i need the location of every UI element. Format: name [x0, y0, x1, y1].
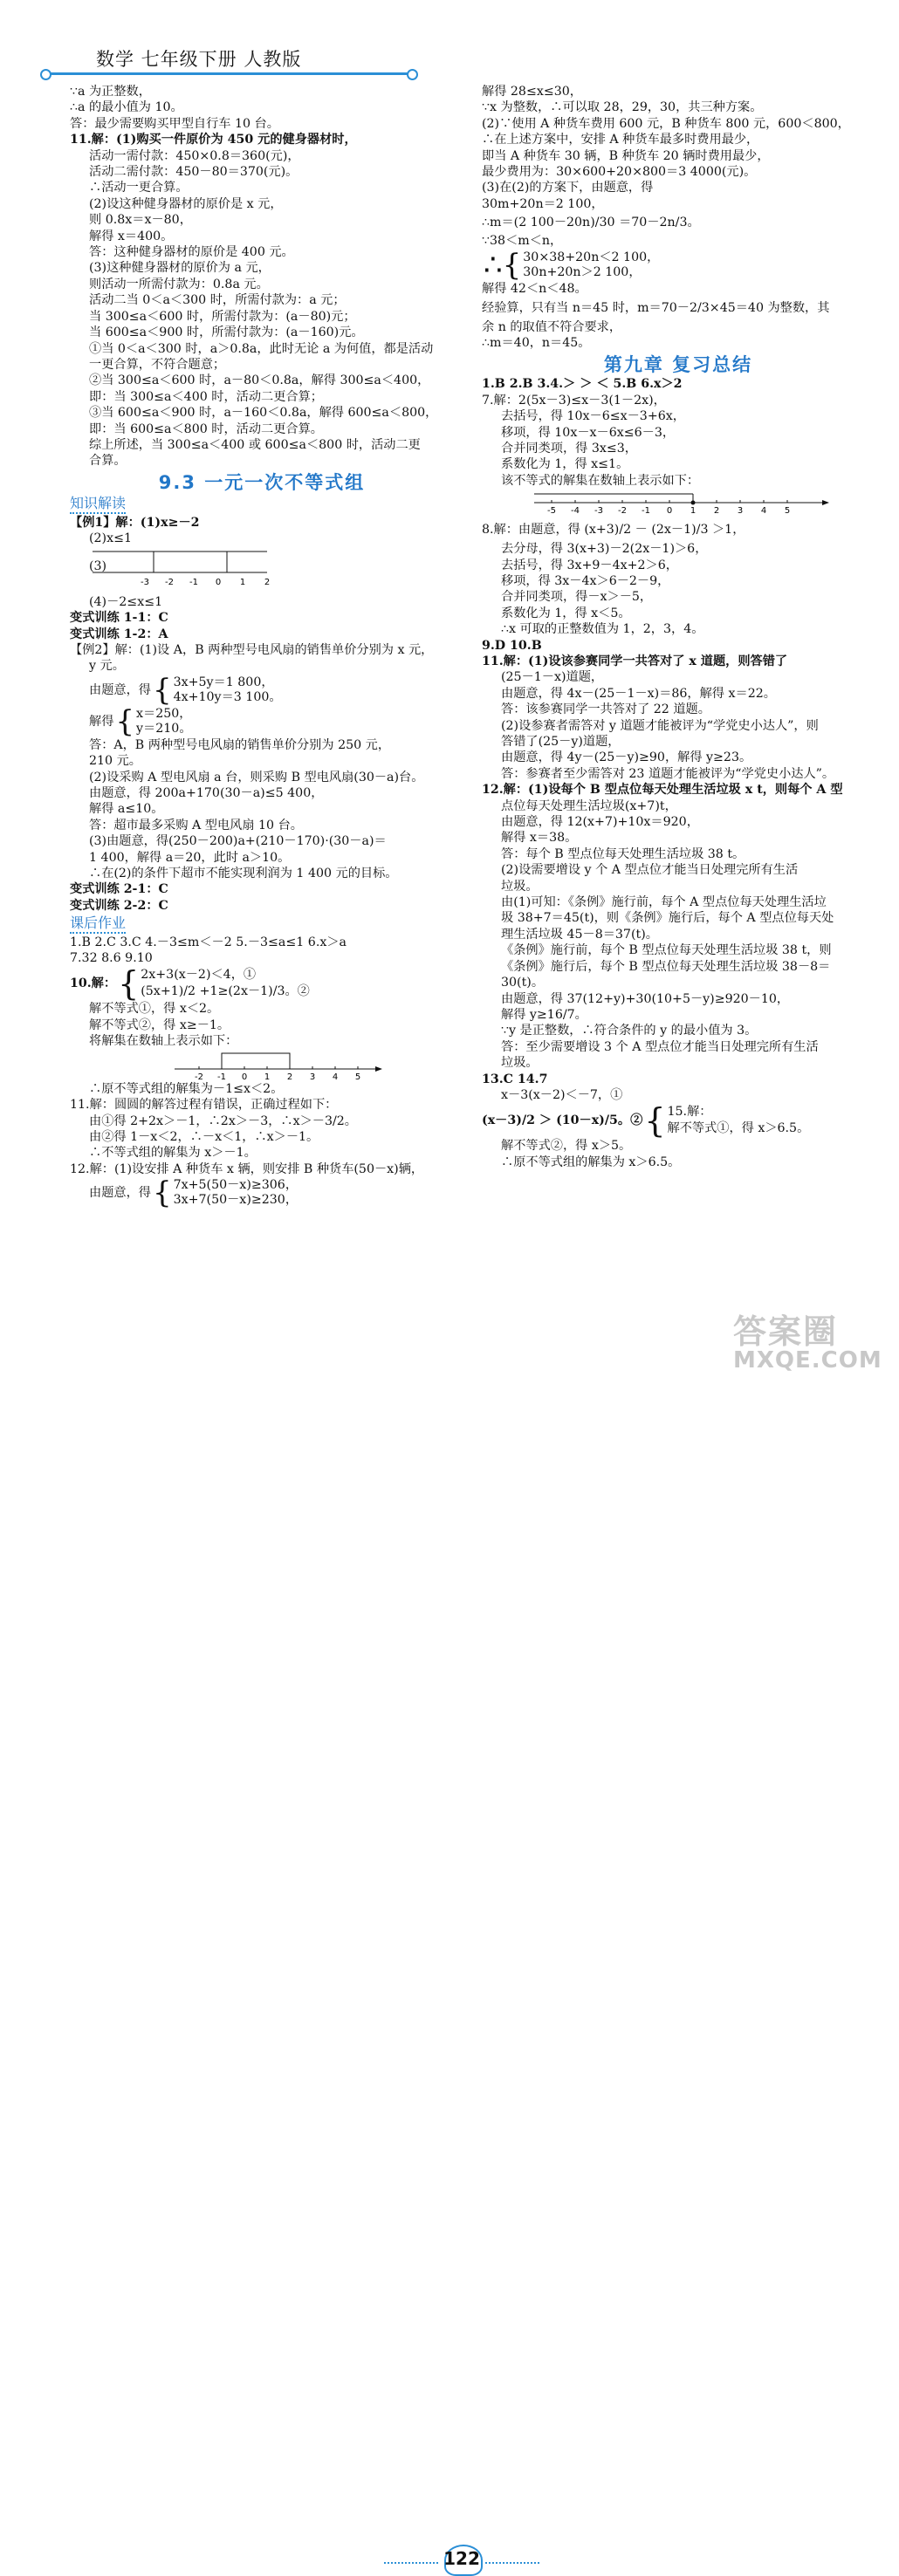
example-block	[70, 515, 454, 915]
text-line: (3)在(2)的方案下，由题意，得	[482, 181, 654, 195]
inequality-system-15	[482, 1101, 875, 1141]
axis-tick-label: 1	[264, 1072, 271, 1081]
text-line: ∴m＝40，n＝45。	[482, 336, 591, 351]
text-line: ∴a 的最小值为 10。	[70, 100, 183, 115]
axis-tick-label: 3	[309, 1072, 316, 1081]
text-line: 由题意，得 4y－(25－y)≥90，解得 y≥23。	[501, 750, 752, 765]
text-line: (2)∵使用 A 种货车费用 600 元，B 种货车 800 元，600＜800，	[482, 116, 850, 131]
inequality-system-10	[70, 964, 454, 1004]
axis-tick-label: 0	[241, 1072, 248, 1081]
text-line: 经验算，只有当 n＝45 时，m＝70－2/3×45＝40 为整数，其	[482, 301, 830, 316]
text-line: ②当 300≤a＜600 时，a－80＜0.8a，解得 300≤a＜400，	[89, 373, 430, 388]
number-line-2-svg	[175, 1050, 384, 1081]
text-line: 30(t)。	[501, 976, 545, 990]
text-line: 移项，得 10x－x－6x≤6－3，	[501, 425, 676, 440]
text-line: 由题意，得 200a+170(30－a)≤5 400，	[89, 786, 324, 801]
text-line: ∴原不等式组的解集为－1≤x＜2。	[89, 1081, 284, 1096]
text-line: x－3(x－2)＜－7，①	[501, 1087, 623, 1102]
text-line: 该不等式的解集在数轴上表示如下：	[501, 473, 700, 488]
text-line: (3)由题意，得(250－200)a+(210－170)·(30－a)＝	[89, 834, 387, 849]
text-line: (2)设参赛者需答对 y 道题才能被评为“学党史小达人”，则	[501, 718, 819, 733]
text-line: 变式训练 2-1：C	[70, 882, 168, 897]
equation-line: 解不等式①，得 x＞6.5。	[667, 1121, 810, 1136]
text-line: 解不等式②，得 x≥－1。	[89, 1017, 230, 1032]
text-line: 由(1)可知：《条例》施行前，每个 A 型点位每天处理生活垃	[501, 895, 827, 910]
axis-tick-label: 4	[760, 506, 767, 517]
equation-line: 2x+3(x－2)＜4，①	[141, 968, 257, 983]
axis-tick-label: -3	[594, 506, 603, 517]
text-line: 由题意，得 37(12+y)+30(10+5－y)≥920－10，	[501, 991, 790, 1006]
text-line: 合算。	[89, 454, 127, 469]
number-line-3-svg	[534, 489, 831, 518]
equation-line: 7x+5(50－x)≥306，	[173, 1178, 299, 1193]
brace: {	[152, 672, 172, 708]
footer-dots-right	[485, 2562, 539, 2564]
text-line: 【例1】解：(1)x≥－2	[70, 515, 200, 530]
text-line: ∵x 为整数，∴可以取 28，29，30，共三种方案。	[482, 100, 763, 115]
axis-tick-label: 1	[690, 506, 697, 517]
text-line: 变式训练 1-1：C	[70, 611, 168, 626]
text-line: 11.解：圆圆的解答过程有错误，正确过程如下：	[70, 1098, 338, 1113]
text-line: (4)－2≤x≤1	[89, 594, 163, 609]
text-line: 7.解：2(5x－3)≤x－3(1－2x)，	[482, 393, 666, 408]
axis-tick-label: -5	[547, 506, 556, 517]
text-line: 1 400，解得 a＝20，此时 a＞10。	[89, 850, 291, 865]
text-line: ∴不等式组的解集为 x＞－1。	[89, 1146, 257, 1161]
subheading-knowledge: 知识解读	[70, 496, 126, 513]
example-rest	[70, 737, 454, 914]
left-answers-block	[70, 84, 454, 469]
text-line: 合并同类项，得－x＞－5，	[501, 590, 653, 605]
equation-system	[70, 703, 454, 739]
equation-line: x＝250，	[136, 706, 192, 721]
number-line-2	[70, 1050, 454, 1081]
text-line: 答：A，B 两种型号电风扇的销售单价分别为 250 元，	[89, 737, 391, 752]
text-line: ∵a 为正整数，	[70, 85, 151, 99]
homework-block	[70, 935, 454, 1209]
brace: {	[644, 1101, 666, 1141]
equation-system	[70, 672, 454, 708]
text-line: 垃圾。	[501, 879, 539, 894]
text-line: 《条例》施行后，每个 B 型点位每天处理生活垃圾 38－8＝	[501, 959, 831, 974]
text-line: 由②得 1－x＜2，∴－x＜1，∴x＞－1。	[89, 1129, 319, 1144]
header-rule	[45, 72, 412, 75]
text-line: ∴m＝(2 100－20n)/30 ＝70－2n/3。	[482, 216, 700, 230]
axis-tick-label: -2	[165, 578, 174, 588]
axis-arrow	[375, 1066, 382, 1072]
text-line: ∴x 可取的正整数值为 1，2，3，4。	[501, 622, 704, 637]
text-line: (x－3)/2 ＞ (10－x)/5。②	[482, 1113, 643, 1128]
text-line: 去括号，得 3x+9－4x+2＞6，	[501, 558, 678, 572]
equation-line: (5x+1)/2 +1≥(2x－1)/3。②	[141, 984, 310, 999]
text-line: 系数化为 1，得 x＜5。	[501, 606, 631, 620]
text-line: ∵38＜m＜n，	[482, 234, 563, 249]
review-rest	[482, 541, 875, 1103]
text-line: 答：超市最多采购 A 型电风扇 10 台。	[89, 818, 303, 832]
chapter-title: 第九章 复习总结	[603, 353, 753, 375]
axis-tick-label: -2	[618, 506, 627, 517]
header-title: 数学 七年级下册 人教版	[96, 49, 302, 70]
text-line: 理生活垃圾 45－8＝37(t)。	[501, 927, 658, 942]
text-line: 解得 42＜n＜48。	[482, 281, 587, 296]
inequality-system-13	[482, 247, 875, 283]
text-line: 移项，得 3x－4x＞6－2－9，	[501, 573, 670, 588]
text-line: 30m+20n＝2 100，	[482, 196, 604, 211]
text-line: 解得 a≤10。	[89, 802, 164, 817]
text-line: 由题意，得 4x－(25－1－x)＝86，解得 x＝22。	[501, 686, 776, 701]
watermark-logo	[733, 1305, 890, 1374]
axis-tick-label: -2	[195, 1072, 203, 1081]
watermark-line2: MXQE.COM	[733, 1347, 882, 1374]
equation-line: 15.解：	[667, 1105, 712, 1120]
text-line: 由题意，得	[89, 1185, 151, 1200]
text-line: (2)设这种健身器材的原价是 x 元，	[89, 196, 283, 211]
text-line: 活动二当 0＜a＜300 时，所需付款为：a 元；	[89, 293, 346, 308]
text-line: ∴在上述方案中，安排 A 种货车最多时费用最少，	[482, 133, 759, 147]
brace: {	[115, 703, 135, 739]
text-line: 7.32 8.6 9.10	[70, 951, 153, 966]
text-line: (2)设需要增设 y 个 A 型点位才能当日处理完所有生活	[501, 863, 799, 878]
axis-tick-label: -3	[141, 578, 149, 588]
text-line: 则活动一所需付款为：0.8a 元。	[89, 277, 269, 291]
text-line: 变式训练 1-2：A	[70, 627, 168, 641]
text-line: (2)设采购 A 型电风扇 a 台，则采购 B 型电风扇(30－a)台。	[89, 770, 424, 784]
text-line: 答：该参赛同学一共答对了 22 道题。	[501, 702, 710, 717]
inequality-system-12	[70, 1177, 454, 1209]
axis-tick-label: -1	[217, 1072, 226, 1081]
text-line: 12.解：(1)设安排 A 种货车 x 辆，则安排 B 种货车(50－x)辆，	[70, 1161, 424, 1176]
left-column	[70, 84, 454, 1209]
text-line: 11.解：(1)设该参赛同学一共答对了 x 道题，则答错了	[482, 654, 788, 668]
axis-tick-label: -1	[642, 506, 650, 517]
text-line: 点位每天处理生活垃圾(x+7)t，	[501, 798, 677, 813]
text-line: 解不等式②，得 x＞5。	[501, 1139, 632, 1154]
text-line: 答：这种健身器材的原价是 400 元。	[89, 245, 294, 260]
text-line: 余 n 的取值不符合要求，	[482, 320, 622, 335]
axis-tick-label: 2	[264, 578, 271, 588]
text-line: 解得 y≥16/7。	[501, 1007, 587, 1022]
text-line: 【例2】解：(1)设 A，B 两种型号电风扇的销售单价分别为 x 元，	[70, 642, 434, 657]
text-line: 合并同类项，得 3x≤3，	[501, 441, 637, 456]
text-line: 9.D 10.B	[482, 638, 542, 653]
text-line-label: (3)	[89, 559, 107, 574]
text-line: 由题意，得 12(x+7)+10x＝920，	[501, 815, 699, 830]
text-line: 即：当 300≤a＜400 时，活动二更合算；	[89, 389, 323, 404]
text-line: 10.解：	[70, 976, 117, 991]
text-line: 活动二需付款：450－80＝370(元)。	[89, 165, 299, 180]
text-line: y 元。	[89, 659, 125, 674]
text-line: 变式训练 2-2：C	[70, 898, 168, 913]
axis-tick-label: 2	[286, 1072, 293, 1081]
text-line: 最少费用为：30×600+20×800＝3 4000(元)。	[482, 165, 757, 180]
text-line: 解得	[89, 714, 114, 729]
page-header	[0, 0, 899, 87]
axis-ticks	[110, 574, 319, 588]
axis-tick-label: 0	[666, 506, 673, 517]
text-line: 圾 38+7＝45(t)，则《条例》施行后，每个 A 型点位每天处	[501, 911, 834, 926]
text-line: 《条例》施行前，每个 B 型点位每天处理生活垃圾 38 t，则	[501, 943, 832, 958]
text-line: 12.解：(1)设每个 B 型点位每天处理生活垃圾 x t，则每个 A 型	[482, 783, 843, 798]
number-line-3	[482, 489, 875, 518]
header-dot-right	[407, 69, 418, 80]
text-line: 一更合算，不符合题意；	[89, 357, 226, 372]
text-line: (25－1－x)道题，	[501, 670, 604, 685]
axis-arrow	[822, 500, 829, 505]
review-block	[482, 376, 875, 1186]
axis-tick-label: 1	[239, 578, 246, 588]
text-line: ∴原不等式组的解集为 x＞6.5。	[501, 1154, 681, 1169]
equation-line: y＝210。	[136, 721, 192, 736]
right-column	[482, 84, 875, 1187]
text-line: 将解集在数轴上表示如下：	[89, 1034, 238, 1049]
text-line	[70, 546, 454, 578]
text-line: 去分母，得 3(x+3)－2(2x－1)＞6，	[501, 542, 708, 557]
text-line: 答：最少需要购买甲型自行车 10 台。	[70, 116, 279, 131]
right-answers-block	[482, 84, 875, 352]
text-line: 由①得 2+2x＞－1，∴2x＞－3，∴x＞－3/2。	[89, 1113, 357, 1128]
text-line: ∴在(2)的条件下超市不能实现利润为 1 400 元的目标。	[89, 867, 398, 881]
text-line: ①当 0＜a＜300 时，a＞0.8a，此时无论 a 为何值，都是活动	[89, 341, 434, 356]
text-line: 答：参赛者至少需答对 23 道题才能被评为“学党史小达人”。	[501, 766, 835, 781]
solution-interval	[222, 1053, 290, 1069]
equation-line: 30×38+20n＜2 100，	[523, 250, 660, 264]
text-line: 解得 28≤x≤30，	[482, 85, 582, 99]
footer-dots-left	[384, 2562, 438, 2564]
axis-tick-label: 2	[713, 506, 720, 517]
axis-labels	[70, 578, 454, 593]
text-line: ③当 600≤a＜900 时，a－160＜0.8a，解得 600≤a＜800，	[89, 406, 438, 421]
text-line: 13.C 14.7	[482, 1072, 548, 1086]
text-line: 去括号，得 10x－6≤x－3+6x，	[501, 409, 685, 424]
axis-tick-label: 0	[215, 578, 222, 588]
text-line: 垃圾。	[501, 1056, 539, 1071]
text-line: 由题意，得	[89, 682, 151, 697]
text-line: 当 300≤a＜600 时，所需付款为：(a－80)元；	[89, 309, 356, 324]
text-line: 即当 A 种货车 30 辆，B 种货车 20 辆时费用最少，	[482, 148, 770, 163]
axis-tick-label: 5	[354, 1072, 361, 1081]
brace: ∴{	[484, 247, 522, 283]
text-line: 解得 x＝38。	[501, 831, 578, 846]
text-line: 8.解：由题意，得 (x+3)/2 － (2x－1)/3 ＞1，	[482, 523, 745, 538]
text-line: (3)这种健身器材的原价为 a 元，	[89, 261, 271, 276]
equation-line: 30n+20n＞2 100，	[523, 264, 642, 279]
text-line: 则 0.8x＝x－80，	[89, 213, 192, 228]
equation-line: 3x+5y＝1 800，	[173, 675, 274, 689]
text-line: 1.B 2.B 3.4.＞ ＞ ＜ 5.B 6.x＞2	[482, 377, 683, 392]
text-line: 系数化为 1，得 x≤1。	[501, 457, 629, 472]
axis-tick-label: 5	[784, 506, 791, 517]
text-line: 综上所述，当 300≤a＜400 或 600≤a＜800 时，活动二更	[89, 437, 421, 452]
text-line: 即：当 600≤a＜800 时，活动二更合算。	[89, 421, 323, 436]
text-line: 解得 x＝400。	[89, 229, 174, 243]
text-line: 答错了(25－y)道题，	[501, 735, 621, 749]
brace: {	[118, 964, 140, 1004]
text-line: ∴活动一更合算。	[89, 181, 189, 195]
axis-tick-label: -4	[571, 506, 580, 517]
text-line: 1.B 2.C 3.C 4.－3≤m＜－2 5.－3≤a≤1 6.x＞a	[70, 935, 347, 949]
axis-tick-label: 4	[332, 1072, 339, 1081]
text-line: 答：至少需要增设 3 个 A 型点位才能当日处理完所有生活	[501, 1039, 819, 1054]
header-dot-left	[40, 69, 51, 80]
equation-line: 4x+10y＝3 100。	[173, 689, 282, 704]
brace: {	[152, 1175, 172, 1211]
page-number: 122	[443, 2548, 480, 2569]
axis-tick-label: 3	[737, 506, 744, 517]
text-line: (2)x≤1	[89, 531, 133, 545]
text-line	[482, 1170, 875, 1186]
equation-line: 3x+7(50－x)≥230，	[173, 1193, 299, 1208]
text-line: 解不等式①，得 x＜2。	[89, 1002, 220, 1017]
text-line: 当 600≤a＜900 时，所需付款为：(a－160)元。	[89, 325, 364, 340]
text-line: 11.解：(1)购买一件原价为 450 元的健身器材时，	[70, 133, 357, 147]
subheading-homework: 课后作业	[70, 915, 126, 933]
watermark-line1: 答案圈	[733, 1312, 839, 1351]
text-line: 活动一需付款：450×0.8＝360(元)，	[89, 148, 300, 163]
section-title: 9.3 一元一次不等式组	[158, 471, 366, 493]
text-line: 210 元。	[89, 754, 141, 769]
text-line: 答：每个 B 型点位每天处理生活垃圾 38 t。	[501, 846, 745, 861]
text-line: ∵y 是正整数，∴符合条件的 y 的最小值为 3。	[501, 1024, 758, 1038]
axis-tick-label: -1	[189, 578, 198, 588]
